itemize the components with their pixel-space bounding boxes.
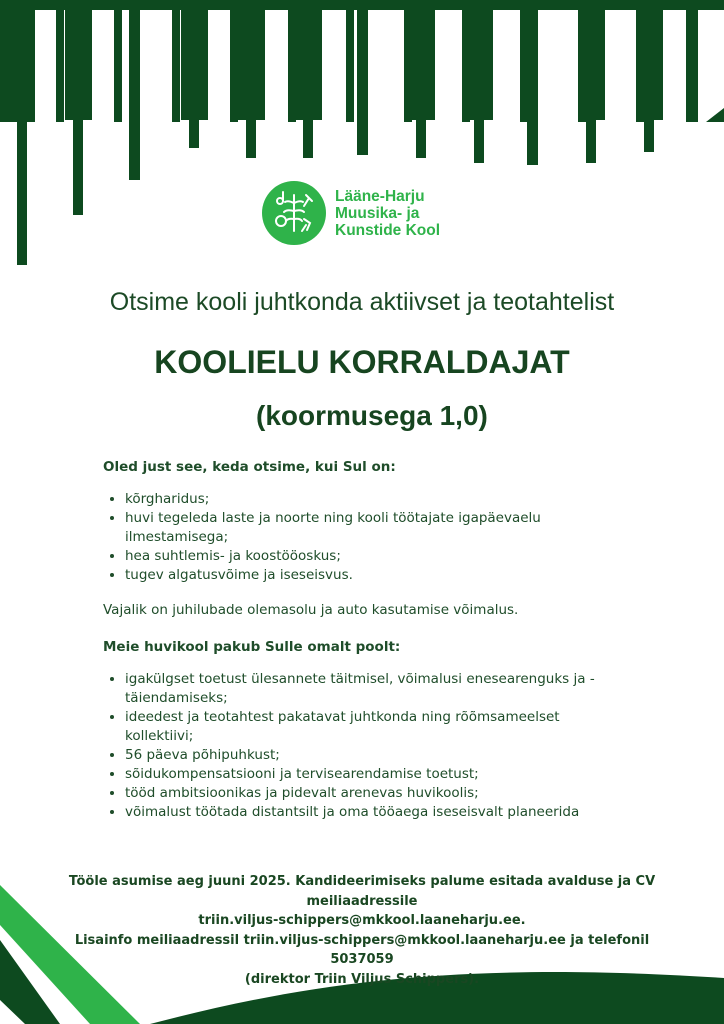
- job-title: KOOLIELU KORRALDAJAT: [154, 344, 570, 380]
- list-item: • huvi tegeleda laste ja noorte ning kooli töötajate igapäevaelu ilmestamisega;: [125, 509, 603, 547]
- list-item: • tugev algatusvõime ja iseseisvus.: [125, 566, 603, 585]
- school-name-line-1: Lääne-Harju: [335, 187, 425, 205]
- start-date-text: Tööle asumise aeg juuni 2025. Kandideerimiseks palume esitada avalduse ja CV meiliaadressile: [68, 874, 656, 909]
- list-item: • kõrgharidus;: [125, 490, 603, 509]
- list-item: • ideedest ja teotahtest pakatavat juhtkonda ning rõõmsameelset kollektiivi;: [125, 708, 603, 746]
- requirements-lead: Oled just see, keda otsime, kui Sul on:: [103, 459, 396, 475]
- contact-info: Lisainfo meiliaadressil triin.viljus-schippers@mkkool.laaneharju.ee ja telefonil 5037059: [74, 932, 650, 967]
- application-info: [60, 872, 664, 989]
- list-item: • hea suhtlemis- ja koostööoskus;: [125, 547, 603, 566]
- director-name: (direktor Triin Viljus Schippers).: [244, 971, 480, 987]
- school-name-line-3: Kunstide Kool: [335, 221, 441, 239]
- school-name-line-2: Muusika- ja: [335, 204, 420, 222]
- license-note: Vajalik on juhilubade olemasolu ja auto kasutamise võimalus.: [103, 602, 519, 618]
- offer-lead: Meie huvikool pakub Sulle omalt poolt:: [103, 639, 401, 655]
- application-email: triin.viljus-schippers@mkkool.laaneharju.ee.: [198, 913, 526, 928]
- list-item: • igakülgset toetust ülesannete täitmisel, võimalusi enesearenguks ja -täiendamiseks;: [125, 670, 603, 708]
- workload-subtitle: (koormusega 1,0): [256, 400, 488, 431]
- list-item: • sõidukompensatsiooni ja tervisearendamise toetust;: [125, 765, 603, 784]
- list-item: • võimalust töötada distantsilt ja oma tööaega iseseisvalt planeerida: [125, 803, 603, 822]
- list-item: • tööd ambitsioonikas ja pidevalt arenevas huvikoolis;: [125, 784, 603, 803]
- list-item: • 56 päeva põhipuhkust;: [125, 746, 603, 765]
- headline: Otsime kooli juhtkonda aktiivset ja teotahtelist: [109, 288, 615, 316]
